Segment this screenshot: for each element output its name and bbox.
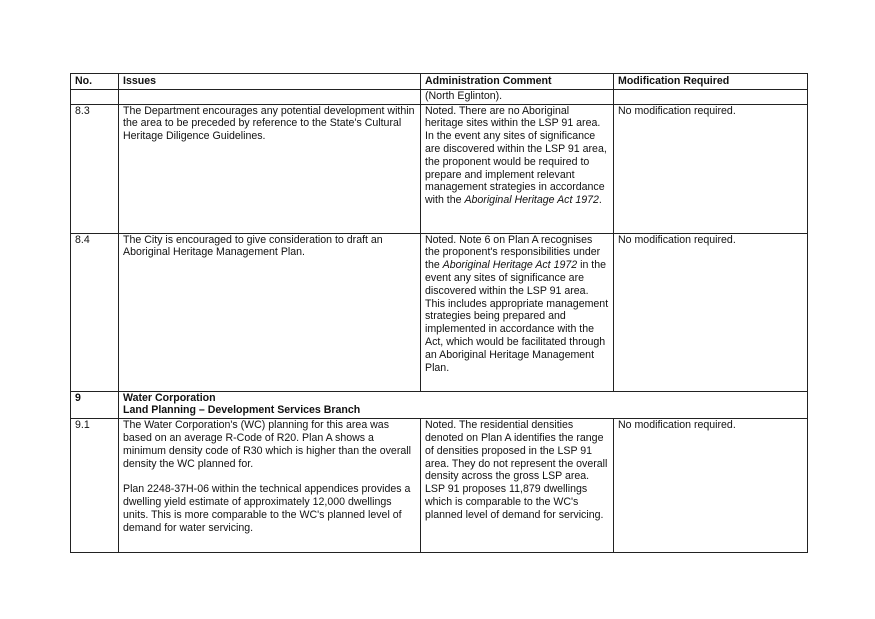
row-modification: No modification required.: [614, 419, 808, 553]
row-comment: Noted. The residential densities denoted on Plan A identifies the range of densities proposed in the LSP 91 area. They do not represent the overall density across the gross LSP area. LSP 91 proposes 11,879 dwellings which is comparable to the WC's planned level of demand for servicing.: [421, 419, 614, 553]
table-row: [71, 233, 808, 391]
header-no: No.: [71, 74, 119, 90]
header-issues: Issues: [119, 74, 421, 90]
cell-comment: (North Eglinton).: [421, 89, 614, 104]
header-administration-comment: Administration Comment: [421, 74, 614, 90]
cell-modification: [614, 89, 808, 104]
act-title: Aboriginal Heritage Act 1972: [442, 259, 578, 272]
row-comment: Noted. There are no Aboriginal heritage sites within the LSP 91 area. In the event any sites of significance are discovered within the LSP 91 area, the proponent would be required to prepare and implement relevant management strategies in accordance with the Aboriginal Heritage Act 1972.: [421, 104, 614, 233]
issue-paragraph-2: Plan 2248-37H-06 within the technical appendices provides a dwelling yield estimate of approximately 12,000 dwellings units. This is more comparable to the WC's planned level of demand for water servicing.: [123, 483, 411, 534]
table-row: [71, 104, 808, 233]
row-issue: The Department encourages any potential development within the area to be preceded by reference to the State's Cultural Heritage Diligence Guidelines.: [119, 104, 421, 233]
row-number: 9.1: [71, 419, 119, 553]
row-modification: No modification required.: [614, 104, 808, 233]
row-comment: Noted. Note 6 on Plan A recognises the proponent's responsibilities under the Aboriginal Heritage Act 1972 in the event any sites of significance are discovered within the LSP 91 area. This includes appropriate management strategies being prepared and implemented in accordance with the Act, which would be facilitated through an Aboriginal Heritage Management Plan.: [421, 233, 614, 391]
header-modification-required: Modification Required: [614, 74, 808, 90]
cell-no: [71, 89, 119, 104]
row-number: 8.3: [71, 104, 119, 233]
row-number: 8.4: [71, 233, 119, 391]
section-number: 9: [71, 391, 119, 419]
row-issue: The City is encouraged to give consideration to draft an Aboriginal Heritage Management Plan.: [119, 233, 421, 391]
section-title-line2: Land Planning – Development Services Branch: [123, 404, 361, 417]
row-modification: No modification required.: [614, 233, 808, 391]
table-row: [71, 419, 808, 553]
row-issue: [119, 419, 421, 553]
issue-paragraph-1: The Water Corporation's (WC) planning for this area was based on an average R-Code of R20. Plan A shows a minimum density code of R30 which is higher than the overall density the WC planned for.: [123, 419, 411, 470]
comments-table: [70, 73, 808, 553]
section-title-line1: Water Corporation: [123, 391, 216, 404]
table-header-row: [71, 74, 808, 90]
act-title: Aboriginal Heritage Act 1972: [464, 194, 599, 207]
section-title: [119, 391, 808, 419]
continuation-row: [71, 89, 808, 104]
cell-issue: [119, 89, 421, 104]
section-row: [71, 391, 808, 419]
